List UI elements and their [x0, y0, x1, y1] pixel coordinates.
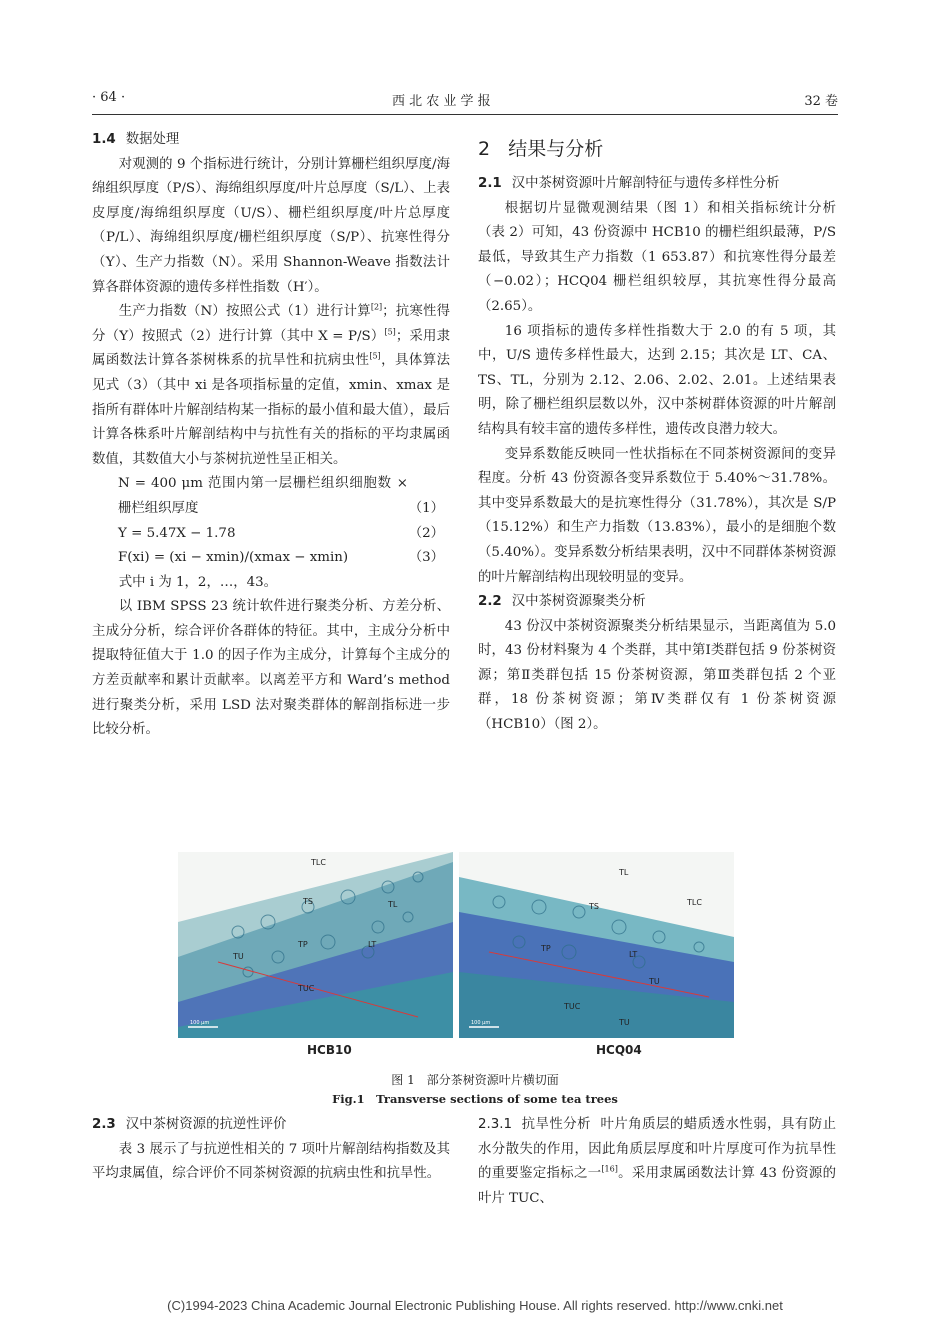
- section-title: 数据处理: [125, 132, 180, 147]
- label-tp: TP: [541, 944, 551, 953]
- label-tuc: TUC: [564, 1002, 581, 1011]
- volume-label: 32 卷: [804, 94, 838, 109]
- bottom-right-column: [478, 1113, 836, 1211]
- equation-3: F(xi) = (xi − xmin)/(xmax − xmin) （3）: [118, 550, 444, 566]
- label-tp: TP: [298, 940, 308, 949]
- section-2-3-heading: 2.3 汉中茶树资源的抗逆性评价: [92, 1117, 287, 1132]
- section-2-1-heading: 2.1 汉中茶树资源叶片解剖特征与遗传多样性分析: [478, 176, 780, 191]
- label-tl: TL: [388, 900, 398, 909]
- scale-bar-label: 100 μm: [190, 1020, 210, 1026]
- paragraph: 16 项指标的遗传多样性指数大于 2.0 的有 5 项，其中，U/S 遗传多样性最大，达到 2.15；其次是 LT、CA、TS、TL，分别为 2.12、2.06、2.02、2.01。上述结果表明，除了栅栏组织层数以外，汉中茶树群体资源的叶片解剖结构具有较丰富的遗传多样性，遗传改良潜力较大。: [478, 323, 836, 437]
- paragraph: 对观测的 9 个指标进行统计，分别计算栅栏组织厚度/海绵组织厚度（P/S）、海绵组织厚度/叶片总厚度（S/L）、上表皮厚度/海绵组织厚度（U/S）、栅栏组织厚度/叶片总厚度（P/L）、海绵组织厚度/栅栏组织厚度（S/P）、抗寒性得分（Y）、生产力指数（N）。采用 Shannon-Weave 指数法计算各群体资源的遗传多样性指数（H′）。: [92, 156, 450, 295]
- figure-caption-en: Fig.1 Transverse sections of some tea trees: [332, 1092, 618, 1106]
- citation[interactable]: [16]: [601, 1164, 618, 1174]
- label-tu: TU: [233, 952, 244, 961]
- paragraph: 变异系数能反映同一性状指标在不同茶树资源间的变异程度。分析 43 份资源各变异系数位于 5.40%～31.78%。其中变异系数最大的是抗寒性得分（31.78%），其次是 S/P（15.12%）和生产力指数（13.83%），最小的是细胞个数（5.40%）。变异系数分析结果表明，汉中不同群体茶树资源的叶片解剖结构出现较明显的变异。: [478, 446, 836, 585]
- figure-1: [178, 852, 736, 1038]
- bottom-left-column: [92, 1113, 450, 1187]
- right-column: [478, 128, 836, 738]
- paragraph: 2.3.1 抗旱性分析 叶片角质层的蜡质透水性弱，具有防止水分散失的作用，因此角质层厚度和叶片厚度可作为抗旱性的重要鉴定指标之一[16]。采用隶属函数法计算 43 份资源的叶片 TUC、: [478, 1117, 837, 1206]
- paragraph: 生产力指数（N）按照公式（1）进行计算[2]；抗寒性得分（Y）按照式（2）进行计算（其中 X = P/S）[5]；采用隶属函数法计算各茶树株系的抗旱性和抗病虫性[5]，具体算法见式（3）（其中 xi 是各项指标量的定值，xmin、xmax 是指所有群体叶片解剖结构某一指标的最小值和最大值），最后计算各株系叶片解剖结构中与抗性有关的指标的平均隶属函数值，其数值大小与茶树抗逆性呈正相关。: [92, 302, 451, 467]
- paragraph: 根据切片显微观测结果（图 1）和相关指标统计分析（表 2）可知，43 份资源中 HCB10 的栅栏组织最薄，P/S 最低，导致其生产力指数（1 653.87）和抗寒性得分最差（−0.02）；HCQ04 栅栏组织较厚，其抗寒性得分最高（2.65）。: [478, 200, 836, 314]
- section-number: 1.4: [92, 132, 116, 147]
- left-column: [92, 128, 450, 743]
- label-ts: TS: [589, 902, 599, 911]
- citation[interactable]: [5]: [369, 351, 381, 361]
- panel-caption-hcq04: HCQ04: [596, 1043, 642, 1057]
- citation[interactable]: [2]: [370, 302, 383, 312]
- equation-2: Y = 5.47X − 1.78 （2）: [118, 525, 444, 541]
- page-number: · 64 ·: [92, 90, 126, 105]
- label-lt: LT: [368, 940, 377, 949]
- label-tlc: TLC: [311, 858, 326, 867]
- citation[interactable]: [5]: [384, 327, 396, 337]
- paragraph: 表 3 展示了与抗逆性相关的 7 项叶片解剖结构指数及其平均隶属值，综合评价不同茶树资源的抗病虫性和抗旱性。: [92, 1141, 450, 1182]
- section-1-4-heading: [92, 128, 450, 153]
- label-tu-lower: TU: [619, 1018, 630, 1027]
- label-ts: TS: [303, 897, 313, 906]
- label-tu: TU: [649, 977, 660, 986]
- label-lt: LT: [629, 950, 638, 959]
- micrograph-hcb10: [178, 852, 453, 1038]
- copyright-footer: (C)1994-2023 China Academic Journal Electronic Publishing House. All rights reserved. http://www.cnki.net: [167, 1298, 783, 1313]
- running-header: [92, 90, 838, 112]
- header-rule: [92, 114, 838, 115]
- scale-bar-label: 100 μm: [471, 1020, 491, 1026]
- paragraph: 43 份汉中茶树资源聚类分析结果显示，当距离值为 5.0 时，43 份材料聚为 4 个类群，其中第Ⅰ类群包括 9 份茶树资源；第Ⅱ类群包括 15 份茶树资源，第Ⅲ类群包括 2 个亚群，18 份茶树资源；第Ⅳ类群仅有 1 份茶树资源（HCB10）（图 2）。: [478, 618, 836, 733]
- label-tlc: TLC: [687, 898, 702, 907]
- micrograph-hcq04: [459, 852, 734, 1038]
- figure-caption-cn: 图 1 部分茶树资源叶片横切面: [391, 1073, 559, 1087]
- paragraph: 以 IBM SPSS 23 统计软件进行聚类分析、方差分析、主成分分析，综合评价各群体的特征。其中，主成分分析中提取特征值大于 1.0 的因子作为主成分，计算每个主成分的方差贡献率和累计贡献率。以离差平方和 Ward’s method 进行聚类分析，采用 LSD 法对聚类群体的解剖指标进一步比较分析。: [92, 599, 450, 738]
- section-2-heading: 2 结果与分析: [478, 138, 604, 160]
- journal-title: 西 北 农 业 学 报: [392, 94, 491, 109]
- section-2-2-heading: 2.2 汉中茶树资源聚类分析: [478, 594, 646, 610]
- label-tl: TL: [619, 868, 629, 877]
- panel-caption-hcb10: HCB10: [307, 1043, 352, 1057]
- equation-note: 式中 i 为 1，2，…，43。: [118, 574, 278, 590]
- equation-1: N = 400 μm 范围内第一层栅栏组织细胞数 × 栅栏组织厚度 （1）: [118, 476, 444, 516]
- label-tuc: TUC: [298, 984, 315, 993]
